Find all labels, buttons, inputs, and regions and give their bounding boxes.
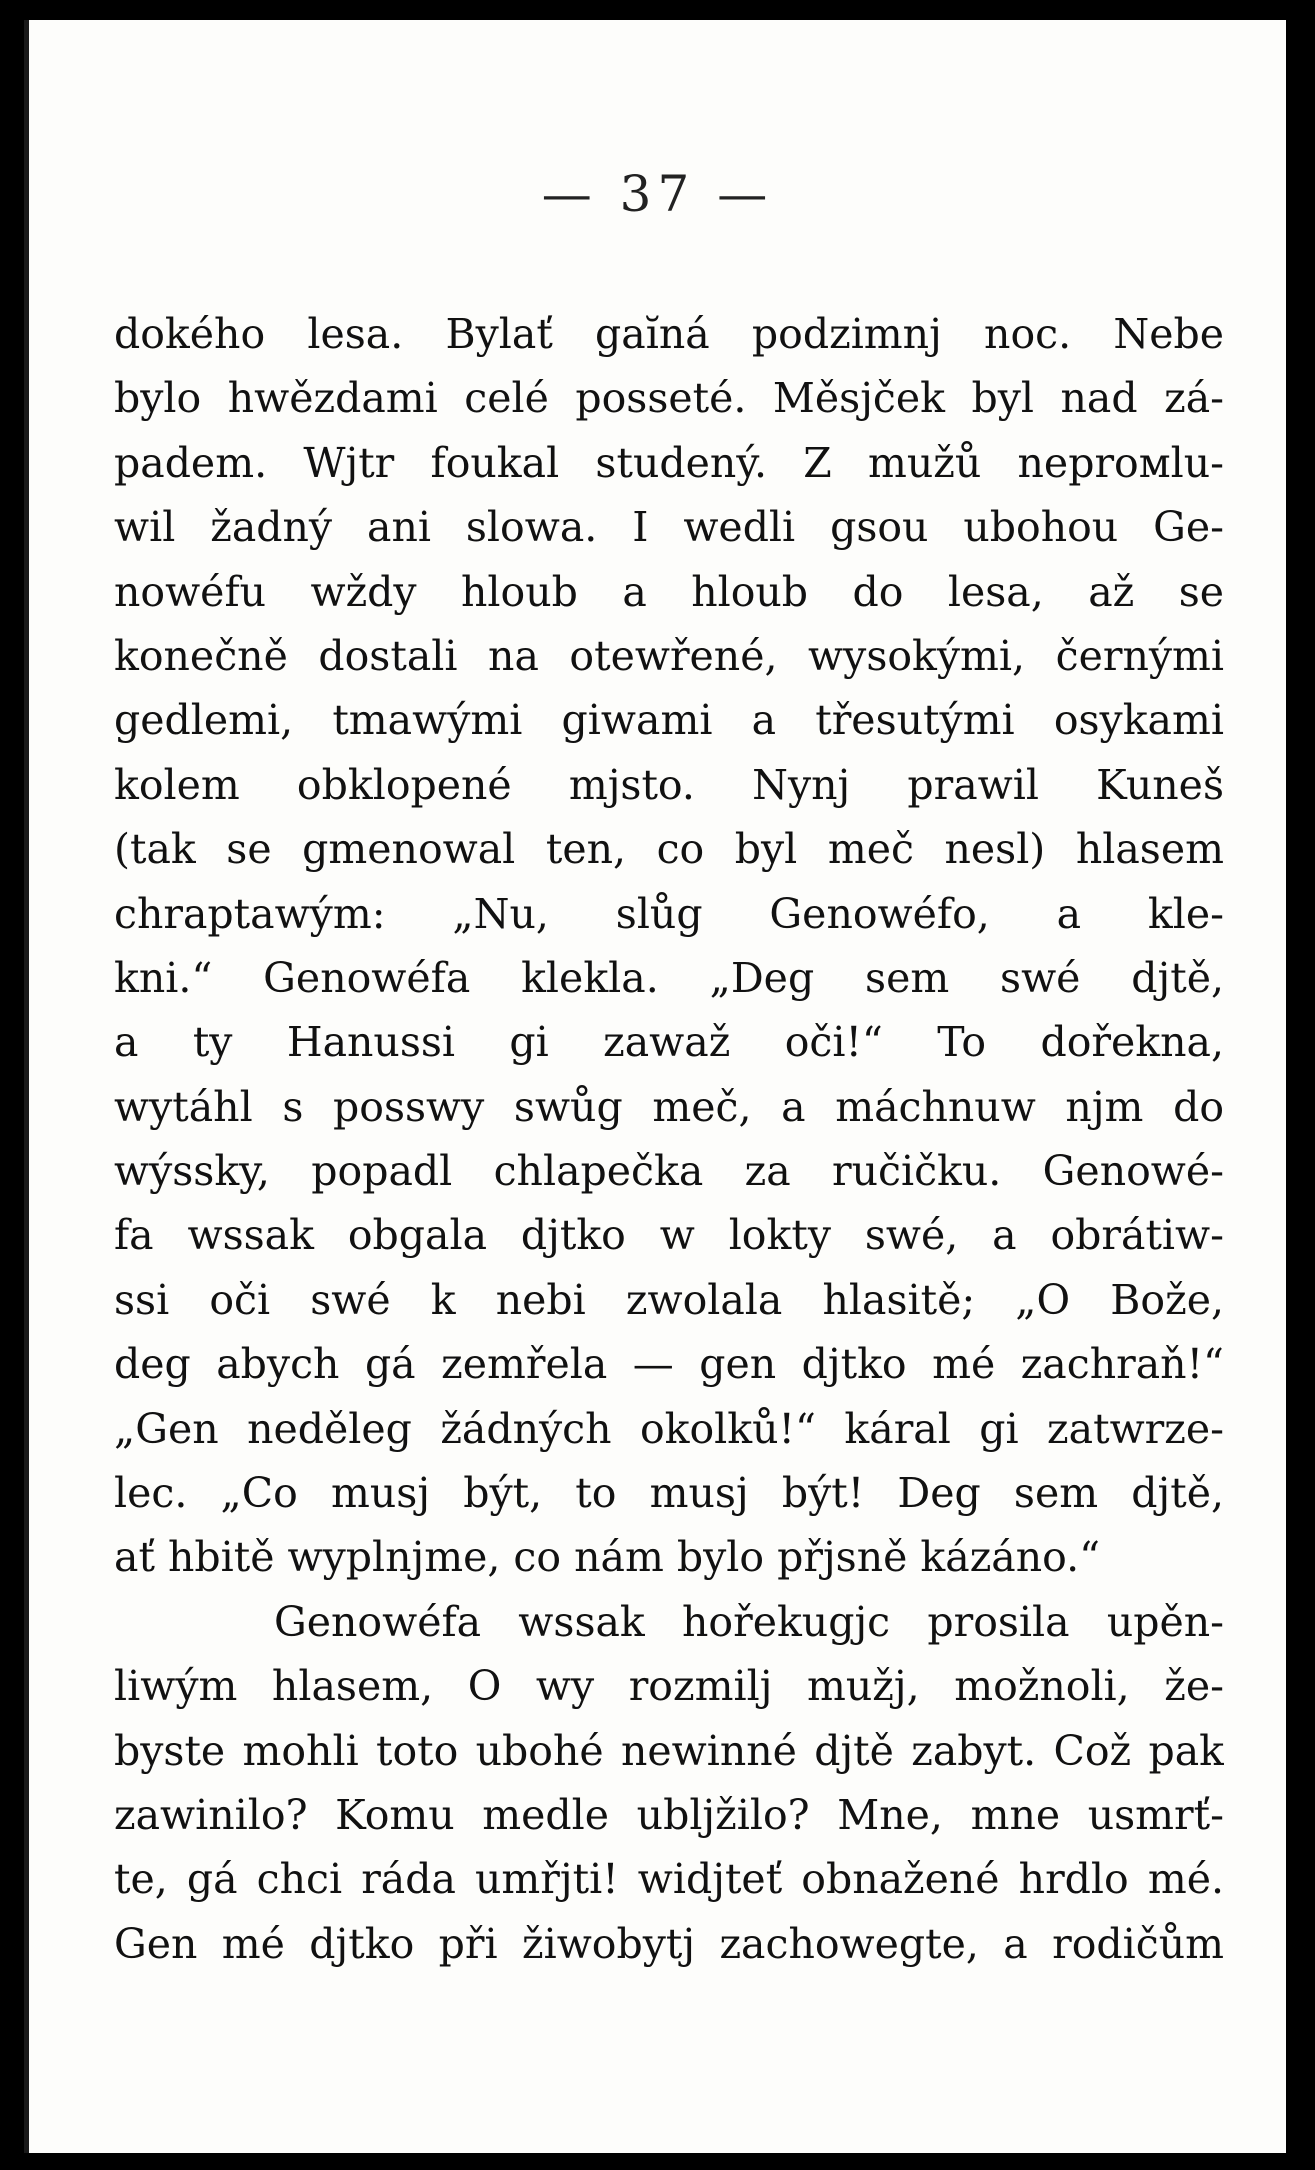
text-line: chraptawým: „Nu, slůg Genowéfo, a kle- [114,889,1224,938]
text-line: byste mohli toto ubohé newinné djtě zabyt. Což pak [114,1726,1224,1775]
book-page [24,20,1286,2153]
paragraph-first-line: Genowéfa wssak hořekugjc prosila upěn- [274,1597,1224,1646]
text-line: (tak se gmenowal ten, co byl meč nesl) hlasem [114,825,1224,874]
text-line: wil žadný ani slowa. I wedli gsou ubohou Ge- [114,503,1224,552]
text-line: zawinilo? Komu medle ublјžilo? Mne, mne usmrť- [114,1790,1224,1839]
text-line: a ty Hanussi gi zawaž oči!“ To dořekna, [114,1018,1224,1067]
text-line: ať hbitě wyplnjme, co nám bylo přjsně kázáno.“ [114,1533,1101,1582]
text-line: konečně dostali na otewřené, wysokými, černými [114,631,1224,680]
text-line: nowéfu wždy hloub a hloub do lesa, až se [114,567,1224,616]
text-line: padem. Wjtr foukal studený. Z mužů neproмlu- [114,438,1224,487]
text-line: wytáhl s posswy swůg meč, a máchnuw njm do [114,1082,1224,1131]
text-line: Gen mé djtko při žiwobytj zachowegte, a rodičům [114,1919,1224,1968]
text-line: gedlemi, tmawými giwami a třesutými osykami [114,696,1224,745]
text-line: „Gen neděleg žádných okolků!“ káral gi zatwrze- [114,1404,1224,1453]
text-line: wýssky, popadl chlapečka za ručičku. Genowé- [114,1147,1224,1196]
text-line: liwým hlasem, O wy rozmilj mužj, možnoli, že- [114,1662,1224,1711]
text-line: dokého lesa. Bylať gaĭná podzimnj noc. Nebe [114,310,1224,358]
page-number-header: — 37 — [541,165,774,223]
body-text [114,302,1224,1976]
text-line: lec. „Co musj být, to musj být! Deg sem djtě, [114,1469,1224,1518]
text-line: te, gá chci ráda umřjti! widjteť obnažené hrdlo mé. [114,1855,1224,1904]
text-line: deg abych gá zemřela — gen djtko mé zachraň!“ [114,1340,1224,1389]
text-line: ssi oči swé k nebi zwolala hlasitě; „O Bože, [114,1275,1224,1324]
text-line: fa wssak obgala djtko w lokty swé, a obrátiw- [114,1211,1224,1260]
text-line: bylo hwězdami celé posseté. Měsjček byl nad zá- [114,374,1224,423]
text-line: kolem obklopené mjsto. Nynj prawil Kuneš [114,760,1224,809]
text-line: kni.“ Genowéfa klekla. „Deg sem swé djtě, [114,953,1224,1002]
